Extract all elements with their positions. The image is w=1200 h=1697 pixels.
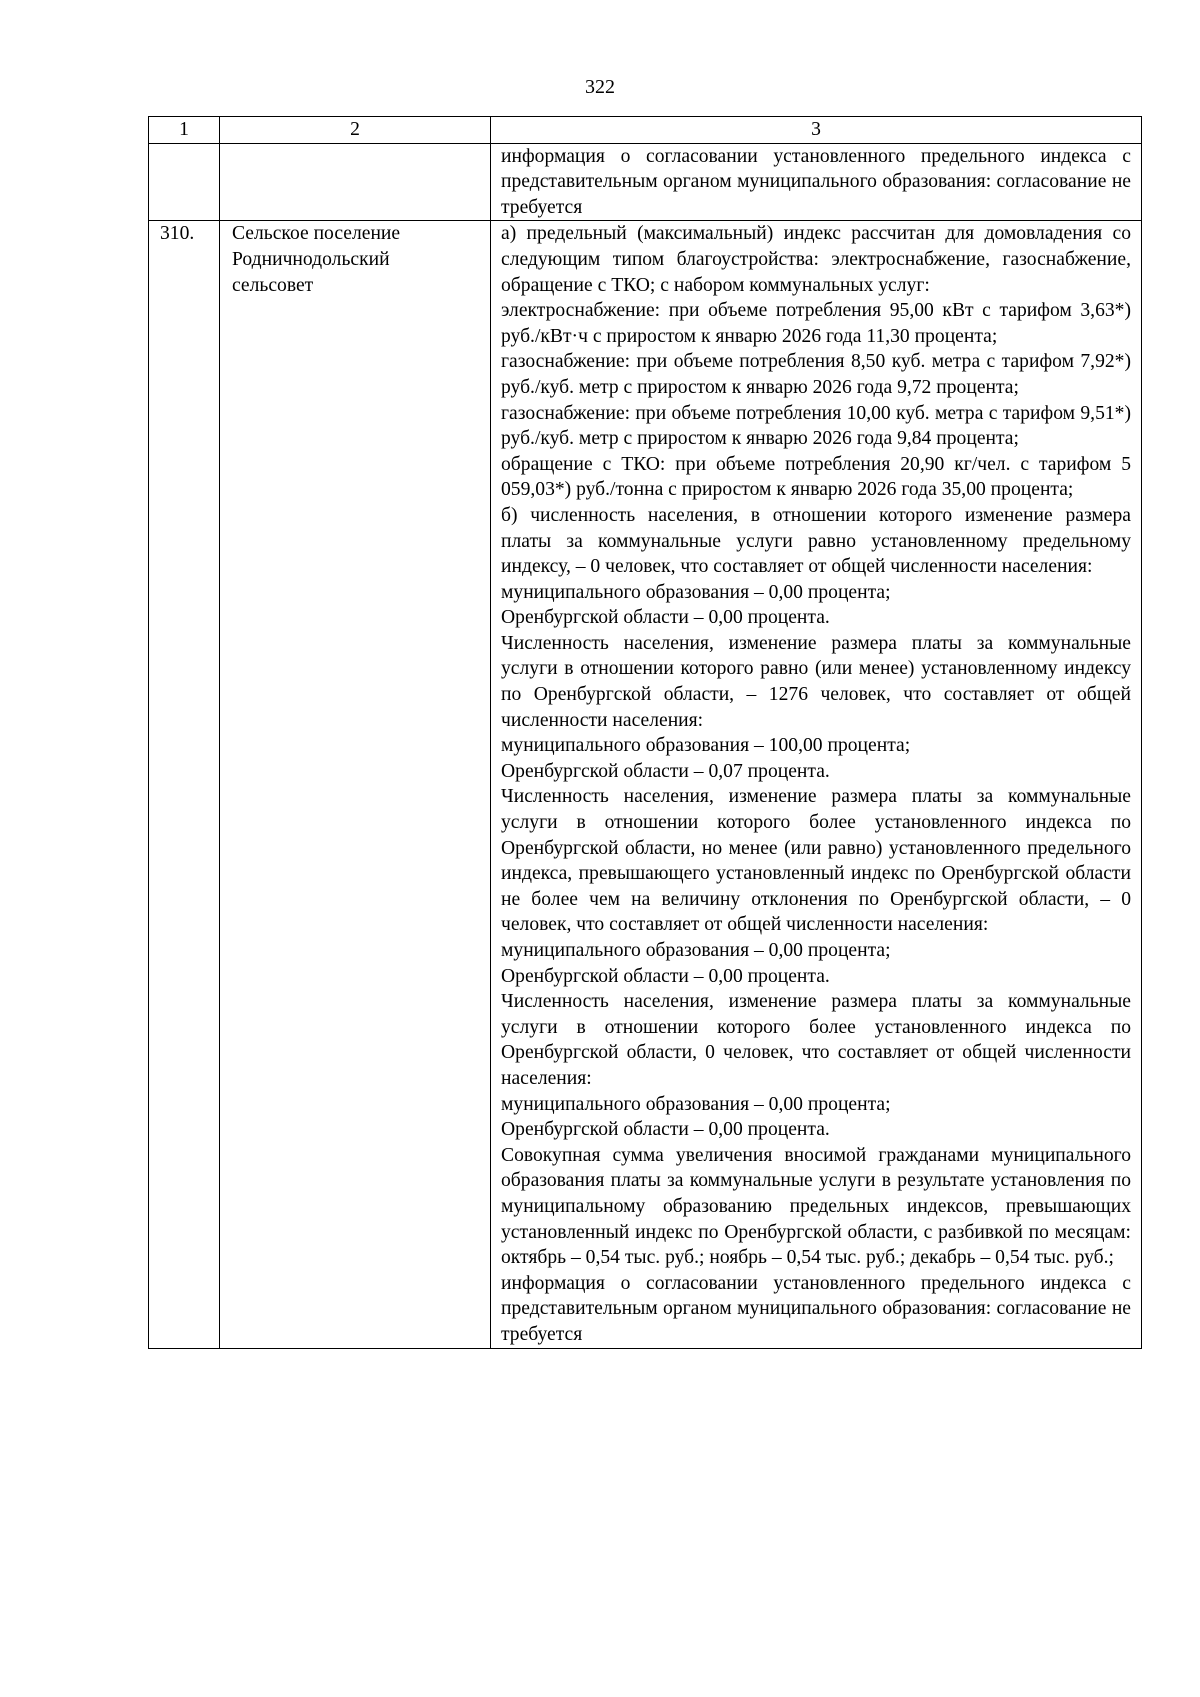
table-row-continuation — [149, 143, 1142, 221]
item-b-intro: б) численность населения, в отношении которого изменение размера платы за коммунальные услуги равно установленному предельному индексу, – 0 человек, что составляет от общей численности населения: — [501, 504, 1131, 578]
header-cell-3: 3 — [491, 117, 1142, 144]
item-d-intro: Численность населения, изменение размера платы за коммунальные услуги в отношении которого более установленного индекса по Оренбургской области, но менее (или равно) установленного предельного индекса, превышающего установленный индекс по Оренбургской области не более чем на величину отклонения по Оренбургской области, – 0 человек, что составляет от общей численности населения: — [501, 786, 1131, 936]
item-c-region: Оренбургской области – 0,07 процента. — [501, 760, 830, 782]
item-c-intro: Численность населения, изменение размера платы за коммунальные услуги в отношении которого равно (или менее) установленному индексу по Оренбургской области, – 1276 человек, что составляет от общей численности населения: — [501, 632, 1131, 731]
municipality-name-line: сельсовет — [232, 274, 314, 296]
waste-tariff: обращение с ТКО: при объеме потребления 20,90 кг/чел. с тарифом 5 059,03*) руб./тонна с приростом к январю 2026 года 35,00 процента; — [501, 453, 1131, 501]
item-c-municipal: муниципального образования – 100,00 процента; — [501, 735, 911, 757]
gas-tariff-2: газоснабжение: при объеме потребления 10,00 куб. метра с тарифом 9,51*) руб./куб. метр с приростом к январю 2026 года 9,84 процента; — [501, 402, 1131, 450]
cell-name — [220, 143, 491, 221]
cell-content — [491, 143, 1142, 221]
electricity-tariff: электроснабжение: при объеме потребления 95,00 кВт с тарифом 3,63*) руб./кВт·ч с приростом к январю 2026 года 11,30 процента; — [501, 300, 1131, 347]
municipality-name-line: Сельское поселение — [232, 223, 401, 245]
index-details — [491, 221, 1142, 1348]
row-number: 310. — [149, 221, 220, 1348]
approval-info: информация о согласовании установленного предельного индекса с представительным органом муниципального образования: согласование не требуется — [501, 145, 1131, 218]
table-header-row — [149, 117, 1142, 144]
item-a-intro: а) предельный (максимальный) индекс рассчитан для домовладения со следующим типом благоустройства: электроснабжение, газоснабжение, обращение с ТКО; с набором коммунальных услуг: — [501, 223, 1131, 296]
header-cell-2: 2 — [220, 117, 491, 144]
item-d-municipal: муниципального образования – 0,00 процента; — [501, 940, 891, 961]
index-table — [148, 116, 1142, 1349]
approval-info: информация о согласовании установленного предельного индекса с представительным органом муниципального образования: согласование не требуется — [501, 1272, 1131, 1345]
cell-number — [149, 143, 220, 221]
item-e-municipal: муниципального образования – 0,00 процента; — [501, 1093, 891, 1115]
municipality-name-line: Родничнодольский — [232, 248, 390, 270]
item-d-region: Оренбургской области – 0,00 процента. — [501, 965, 830, 987]
item-e-region: Оренбургской области – 0,00 процента. — [501, 1119, 830, 1141]
municipality-name — [220, 221, 491, 1348]
header-cell-1: 1 — [149, 117, 220, 144]
item-b-municipal: муниципального образования – 0,00 процента; — [501, 581, 891, 603]
table-row-310 — [149, 221, 1142, 1348]
page-number: 322 — [585, 76, 615, 98]
gas-tariff-1: газоснабжение: при объеме потребления 8,50 куб. метра с тарифом 7,92*) руб./куб. метр с приростом к январю 2026 года 9,72 процента; — [501, 351, 1131, 398]
total-increase: Совокупная сумма увеличения вносимой гражданами муниципального образования платы за коммунальные услуги в результате установления по муниципальному образованию предельных индексов, превышающих установленный индекс по Оренбургской области, с разбивкой по месяцам: октябрь – 0,54 тыс. руб.; ноябрь – 0,54 тыс. руб.; декабрь – 0,54 тыс. руб.; — [501, 1144, 1131, 1269]
item-b-region: Оренбургской области – 0,00 процента. — [501, 607, 830, 629]
item-e-intro: Численность населения, изменение размера платы за коммунальные услуги в отношении которого более установленного индекса по Оренбургской области, 0 человек, что составляет от общей численности населения: — [501, 991, 1131, 1089]
